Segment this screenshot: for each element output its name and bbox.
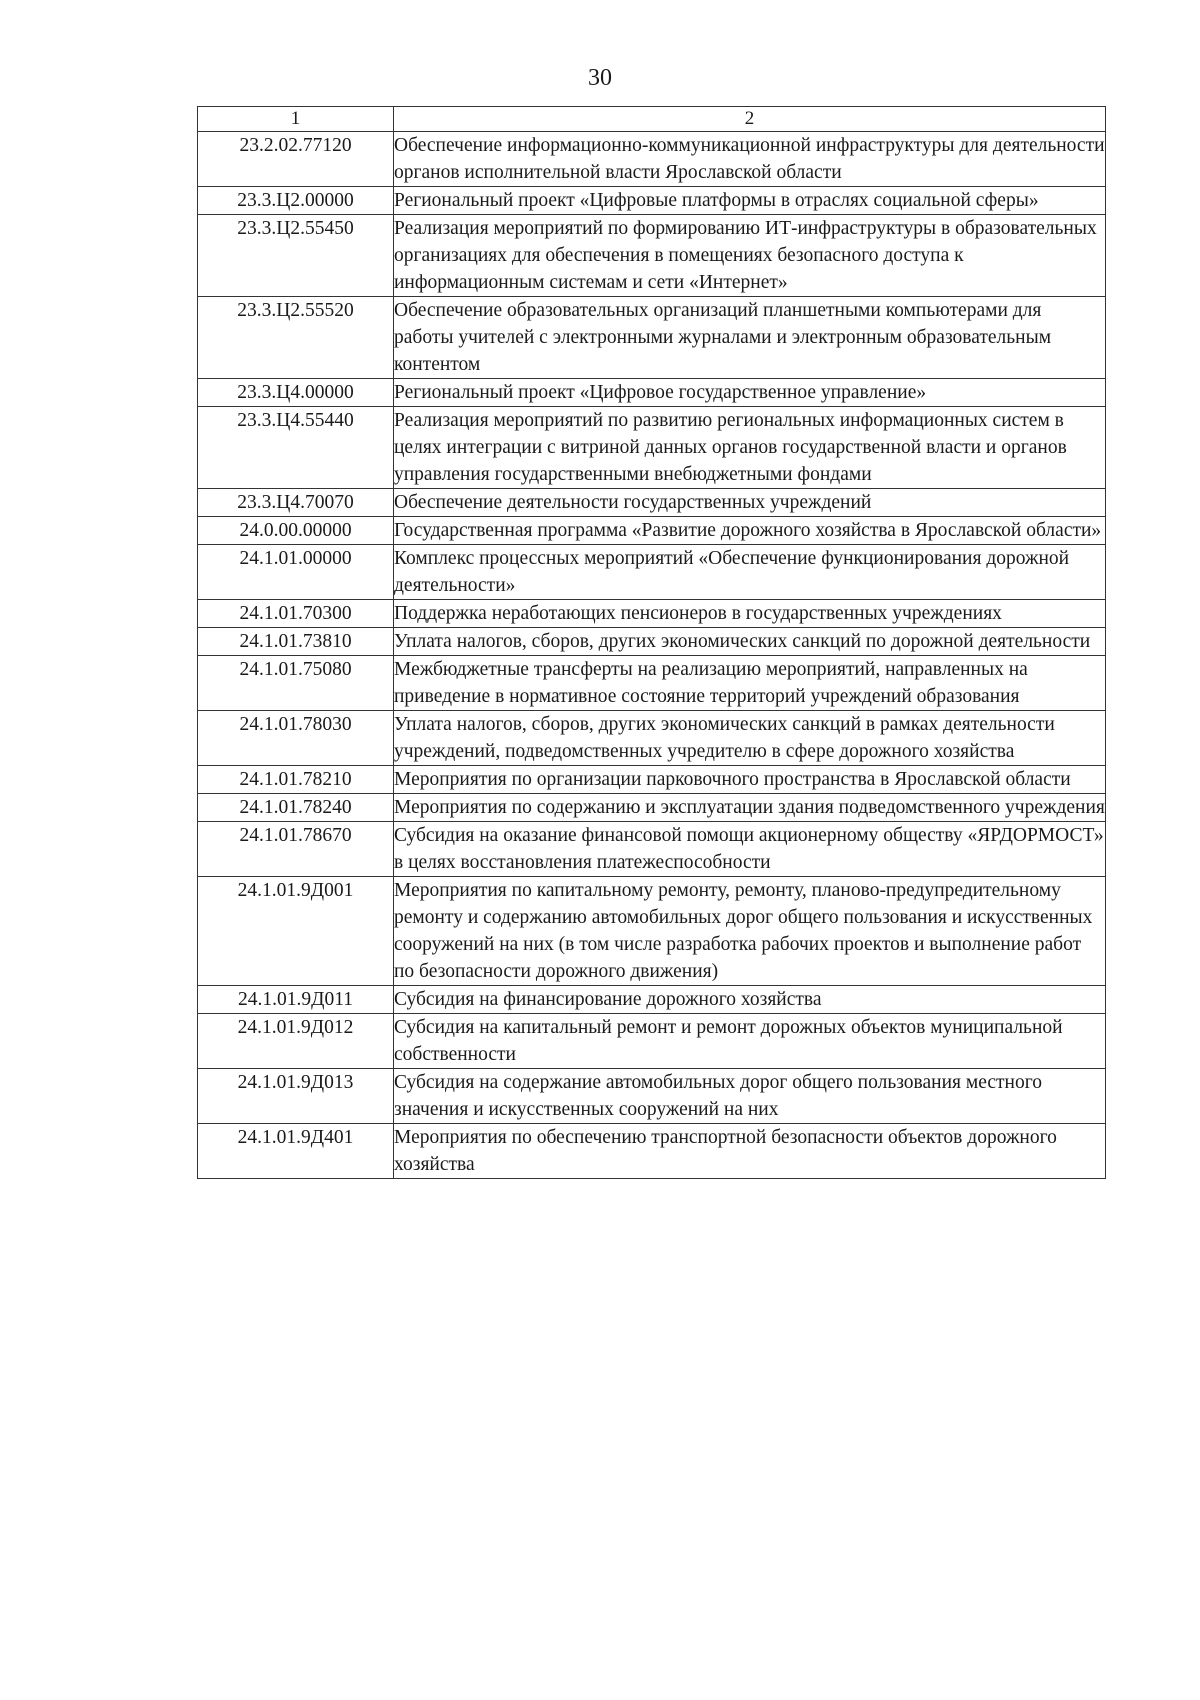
table-body [198, 132, 1106, 1179]
name-cell: Уплата налогов, сборов, других экономических санкций в рамках деятельности учреждений, подведомственных учредителю в сфере дорожного хозяйства [394, 711, 1106, 766]
code-cell: 24.1.01.9Д013 [198, 1069, 394, 1124]
header-column-2: 2 [394, 107, 1106, 132]
table-row [198, 187, 1106, 215]
code-cell: 23.3.Ц2.55450 [198, 215, 394, 297]
table-row [198, 379, 1106, 407]
table-row [198, 986, 1106, 1014]
table-row [198, 600, 1106, 628]
code-cell: 24.1.01.9Д011 [198, 986, 394, 1014]
table-row [198, 1124, 1106, 1179]
code-cell: 23.3.Ц4.55440 [198, 407, 394, 489]
code-cell: 24.1.01.78240 [198, 794, 394, 822]
name-cell: Обеспечение образовательных организаций планшетными компьютерами для работы учителей с электронными журналами и электронным образовательным контентом [394, 297, 1106, 379]
code-cell: 24.1.01.78210 [198, 766, 394, 794]
code-cell: 23.3.Ц2.00000 [198, 187, 394, 215]
name-cell: Государственная программа «Развитие дорожного хозяйства в Ярославской области» [394, 517, 1106, 545]
name-cell: Мероприятия по обеспечению транспортной безопасности объектов дорожного хозяйства [394, 1124, 1106, 1179]
table-row [198, 132, 1106, 187]
table-row [198, 877, 1106, 986]
table-row [198, 628, 1106, 656]
table-row [198, 517, 1106, 545]
table-row [198, 656, 1106, 711]
table-row [198, 489, 1106, 517]
name-cell: Реализация мероприятий по развитию региональных информационных систем в целях интеграции с витриной данных органов государственной власти и органов управления государственными внебюджетными фондами [394, 407, 1106, 489]
code-cell: 24.0.00.00000 [198, 517, 394, 545]
table-row [198, 711, 1106, 766]
name-cell: Реализация мероприятий по формированию ИТ-инфраструктуры в образовательных организациях для обеспечения в помещениях безопасного доступа к информационным системам и сети «Интернет» [394, 215, 1106, 297]
header-column-1: 1 [198, 107, 394, 132]
name-cell: Субсидия на оказание финансовой помощи акционерному обществу «ЯРДОРМОСТ» в целях восстановления платежеспособности [394, 822, 1106, 877]
table-row [198, 794, 1106, 822]
code-cell: 24.1.01.78030 [198, 711, 394, 766]
code-cell: 24.1.01.9Д012 [198, 1014, 394, 1069]
name-cell: Уплата налогов, сборов, других экономических санкций по дорожной деятельности [394, 628, 1106, 656]
table-row [198, 545, 1106, 600]
code-cell: 24.1.01.9Д001 [198, 877, 394, 986]
name-cell: Мероприятия по содержанию и эксплуатации здания подведомственного учреждения [394, 794, 1106, 822]
code-cell: 23.2.02.77120 [198, 132, 394, 187]
name-cell: Обеспечение деятельности государственных учреждений [394, 489, 1106, 517]
code-cell: 24.1.01.73810 [198, 628, 394, 656]
table-row [198, 822, 1106, 877]
code-cell: 24.1.01.9Д401 [198, 1124, 394, 1179]
table-row [198, 766, 1106, 794]
name-cell: Мероприятия по капитальному ремонту, ремонту, планово-предупредительному ремонту и содержанию автомобильных дорог общего пользования и искусственных сооружений на них (в том числе разработка рабочих проектов и выполнение работ по безопасности дорожного движения) [394, 877, 1106, 986]
table-row [198, 1069, 1106, 1124]
name-cell: Субсидия на капитальный ремонт и ремонт дорожных объектов муниципальной собственности [394, 1014, 1106, 1069]
code-cell: 24.1.01.00000 [198, 545, 394, 600]
name-cell: Мероприятия по организации парковочного пространства в Ярославской области [394, 766, 1106, 794]
budget-classification-table [197, 106, 1106, 1179]
name-cell: Субсидия на финансирование дорожного хозяйства [394, 986, 1106, 1014]
code-cell: 23.3.Ц2.55520 [198, 297, 394, 379]
name-cell: Региональный проект «Цифровые платформы в отраслях социальной сферы» [394, 187, 1106, 215]
code-cell: 23.3.Ц4.70070 [198, 489, 394, 517]
table-header-row [198, 107, 1106, 132]
code-cell: 24.1.01.75080 [198, 656, 394, 711]
table-row [198, 297, 1106, 379]
name-cell: Межбюджетные трансферты на реализацию мероприятий, направленных на приведение в нормативное состояние территорий учреждений образования [394, 656, 1106, 711]
table-row [198, 1014, 1106, 1069]
code-cell: 23.3.Ц4.00000 [198, 379, 394, 407]
name-cell: Региональный проект «Цифровое государственное управление» [394, 379, 1106, 407]
name-cell: Поддержка неработающих пенсионеров в государственных учреждениях [394, 600, 1106, 628]
code-cell: 24.1.01.70300 [198, 600, 394, 628]
name-cell: Обеспечение информационно-коммуникационной инфраструктуры для деятельности органов исполнительной власти Ярославской области [394, 132, 1106, 187]
name-cell: Субсидия на содержание автомобильных дорог общего пользования местного значения и искусственных сооружений на них [394, 1069, 1106, 1124]
page-number: 30 [588, 65, 612, 91]
table-header [198, 107, 1106, 132]
table-row [198, 407, 1106, 489]
code-cell: 24.1.01.78670 [198, 822, 394, 877]
table-row [198, 215, 1106, 297]
name-cell: Комплекс процессных мероприятий «Обеспечение функционирования дорожной деятельности» [394, 545, 1106, 600]
